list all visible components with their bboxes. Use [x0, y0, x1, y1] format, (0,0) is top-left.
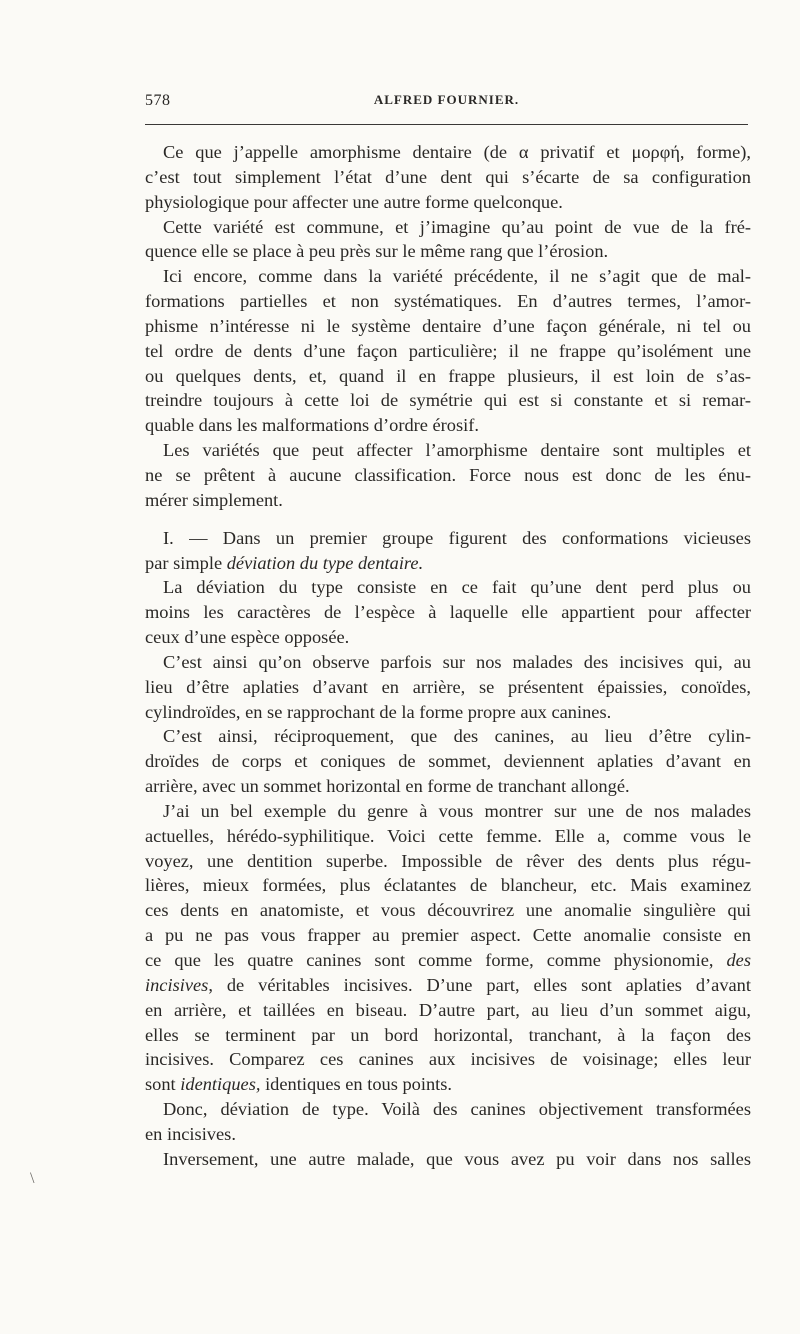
text-line [145, 1072, 751, 1097]
text-run: ce que les quatre canines sont comme forme, comme physionomie, [145, 950, 727, 970]
text-line: ou quelques dents, et, quand il en frappe plusieurs, il est loin de s’as- [145, 365, 751, 386]
text-line: Donc, déviation de type. Voilà des canines objectivement transformées [163, 1099, 751, 1120]
text-run: par simple [145, 552, 227, 573]
text-run: , de véritables incisives. D’une part, elles sont aplaties d’avant [208, 974, 751, 995]
text-line: voyez, une dentition superbe. Impossible de rêver des dents plus régu- [145, 850, 751, 871]
italic-run: identiques, [180, 1074, 261, 1095]
italic-run: incisives [145, 974, 209, 995]
italic-run: déviation du type dentaire. [226, 552, 424, 573]
text-line [145, 973, 751, 998]
text-line: Inversement, une autre malade, que vous avez pu voir dans nos salles [163, 1148, 751, 1169]
text-line: C’est ainsi qu’on observe parfois sur nos malades des incisives qui, au [163, 651, 751, 672]
text-line [145, 551, 751, 576]
text-line: ces dents en anatomiste, et vous découvrirez une anomalie singulière qui [145, 900, 751, 921]
body-text [145, 140, 751, 1172]
text-line: a pu ne pas vous frapper au premier aspect. Cette anomalie consiste en [145, 925, 751, 946]
text-line: mérer simplement. [145, 489, 283, 510]
text-line: J’ai un bel exemple du genre à vous montrer sur une de nos malades [163, 800, 751, 821]
text-line: actuelles, hérédo-syphilitique. Voici cette femme. Elle a, comme vous le [145, 825, 751, 846]
text-line: cylindroïdes, en se rapprochant de la forme propre aux canines. [145, 701, 612, 722]
text-line: droïdes de corps et coniques de sommet, deviennent aplaties d’avant en [145, 751, 751, 772]
text-line: La déviation du type consiste en ce fait qu’une dent perd plus ou [163, 577, 751, 598]
running-head [145, 92, 748, 116]
text-run: identiques en tous points. [260, 1074, 453, 1095]
text-line: ne se prêtent à aucune classification. Force nous est donc de les énu- [145, 464, 751, 485]
text-line: en incisives. [145, 1123, 236, 1144]
text-line: Ici encore, comme dans la variété précédente, il ne s’agit que de mal- [163, 266, 751, 287]
text-line: incisives. Comparez ces canines aux incisives de voisinage; elles leur [145, 1049, 751, 1070]
text-line: Ce que j’appelle amorphisme dentaire (de α privatif et μορφή, forme), [163, 142, 751, 162]
text-line: quence elle se place à peu près sur le même rang que l’érosion. [145, 241, 609, 262]
text-line: c’est tout simplement l’état d’une dent qui s’écarte de sa configuration [145, 166, 751, 187]
text-line: physiologique pour affecter une autre forme quelconque. [145, 191, 563, 212]
margin-mark: \ [30, 1170, 35, 1187]
text-line: lieu d’être aplaties d’avant en arrière, se présentent épaissies, conoïdes, [145, 676, 751, 697]
text-run: sont [145, 1074, 181, 1095]
italic-run: des [726, 950, 751, 970]
text-line: arrière, avec un sommet horizontal en forme de tranchant allongé. [145, 776, 630, 797]
page-number: 578 [145, 92, 171, 109]
text-line: lières, mieux formées, plus éclatantes de blancheur, etc. Mais examinez [145, 875, 751, 896]
running-title: ALFRED FOURNIER. [373, 92, 520, 107]
text-line: moins les caractères de l’espèce à laquelle elle appartient pour affecter [145, 602, 751, 623]
text-line: quable dans les malformations d’ordre érosif. [145, 415, 479, 436]
text-line: Les variétés que peut affecter l’amorphisme dentaire sont multiples et [163, 440, 751, 461]
section-gap [145, 513, 751, 526]
text-line: phisme n’intéresse ni le système dentaire d’une façon générale, ni tel ou [145, 315, 751, 336]
text-line [145, 948, 751, 973]
text-line: en arrière, et taillées en biseau. D’autre part, au lieu d’un sommet aigu, [145, 999, 751, 1020]
text-line: ceux d’une espèce opposée. [145, 627, 350, 648]
text-line: elles se terminent par un bord horizontal, tranchant, à la façon des [145, 1024, 751, 1045]
text-line: Cette variété est commune, et j’imagine qu’au point de vue de la fré- [163, 216, 751, 237]
header-rule [145, 124, 748, 125]
text-line: formations partielles et non systématiques. En d’autres termes, l’amor- [145, 291, 751, 312]
text-line: I. — Dans un premier groupe figurent des conformations vicieuses [163, 527, 751, 548]
text-line: C’est ainsi, réciproquement, que des canines, au lieu d’être cylin- [163, 726, 751, 747]
text-line: treindre toujours à cette loi de symétrie qui est si constante et si remar- [145, 390, 751, 411]
text-line: tel ordre de dents d’une façon particulière; il ne frappe qu’isolément une [145, 340, 751, 361]
